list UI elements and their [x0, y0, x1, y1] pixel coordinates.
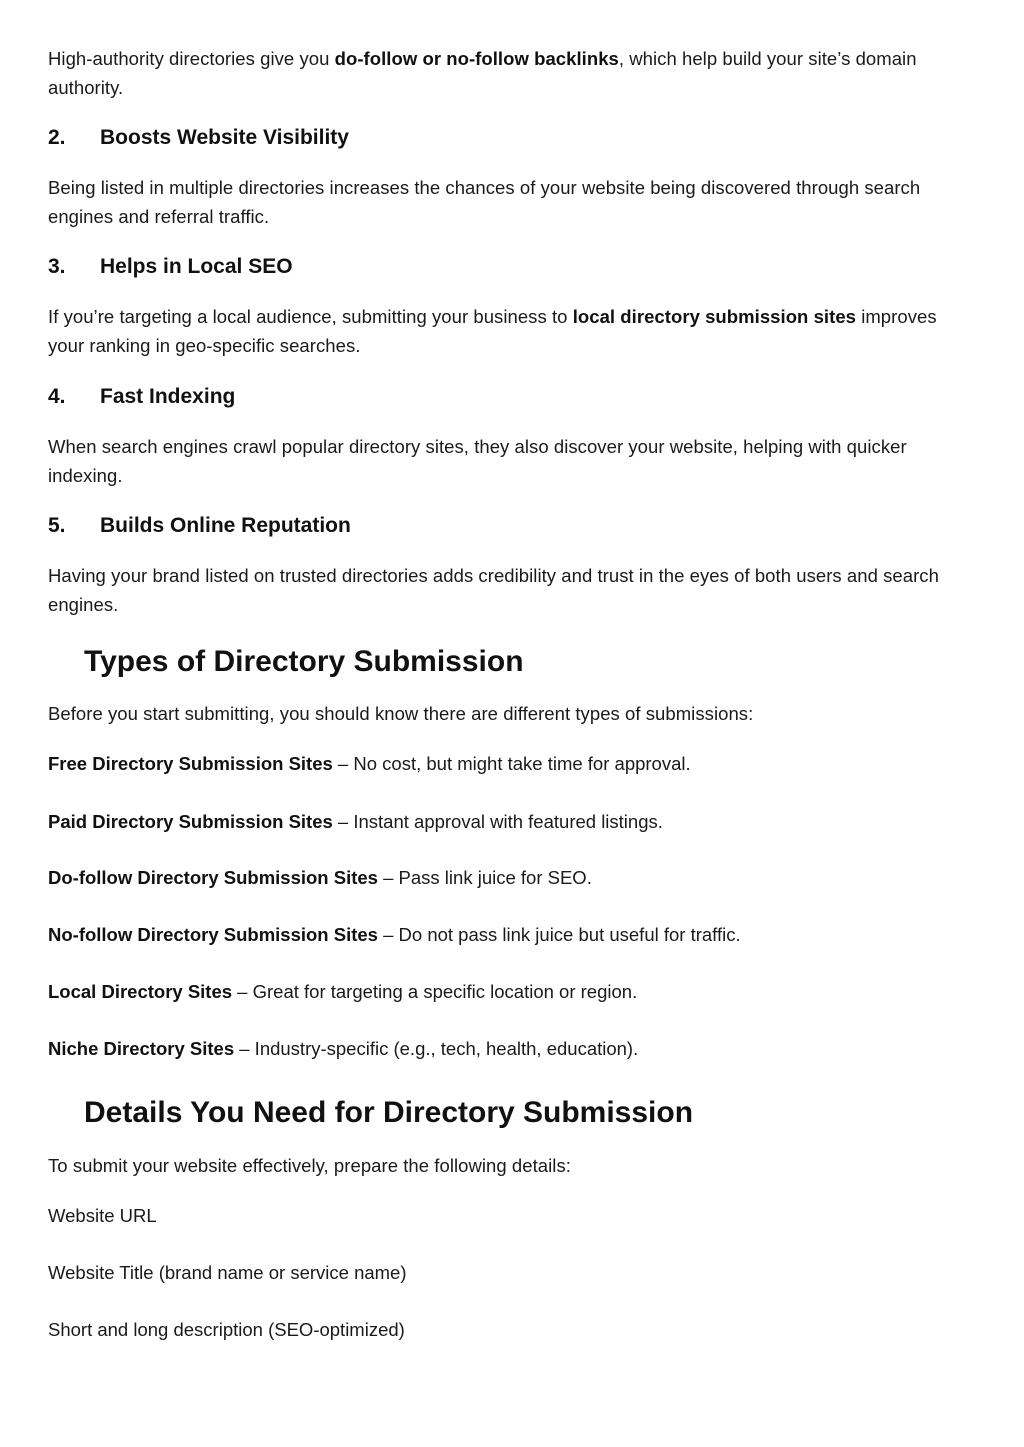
- benefit-heading-4: 4. Fast Indexing: [48, 385, 236, 408]
- backlinks-emphasis: do-follow or no-follow backlinks: [334, 48, 619, 69]
- benefit-heading-3: 3. Helps in Local SEO: [48, 255, 293, 278]
- types-heading: Types of Directory Submission: [84, 645, 524, 678]
- types-intro: Before you start submitting, you should know there are different types of submissions:: [48, 703, 754, 724]
- benefit-heading-2: 2. Boosts Website Visibility: [48, 126, 349, 149]
- type-item-niche: Niche Directory Sites – Industry-specific (e.g., tech, health, education).: [48, 1038, 639, 1059]
- type-item-nofollow: No-follow Directory Submission Sites – Do not pass link juice but useful for traffic.: [48, 924, 741, 945]
- benefit-text-5: Having your brand listed on trusted directories adds credibility and trust in the eyes of both users and search engines.: [48, 565, 939, 615]
- type-item-dofollow: Do-follow Directory Submission Sites – Pass link juice for SEO.: [48, 867, 592, 888]
- benefit-heading-5: 5. Builds Online Reputation: [48, 514, 351, 537]
- type-item-paid: Paid Directory Submission Sites – Instant approval with featured listings.: [48, 811, 663, 832]
- detail-item-url: Website URL: [48, 1205, 157, 1226]
- details-intro: To submit your website effectively, prepare the following details:: [48, 1155, 571, 1176]
- type-item-free: Free Directory Submission Sites – No cost, but might take time for approval.: [48, 753, 691, 774]
- type-item-local: Local Directory Sites – Great for targeting a specific location or region.: [48, 981, 638, 1002]
- intro-paragraph: High-authority directories give you do-follow or no-follow backlinks, which help build your site’s domain authority.: [48, 48, 917, 98]
- details-heading: Details You Need for Directory Submission: [84, 1096, 694, 1129]
- local-sites-emphasis: local directory submission sites: [572, 306, 856, 327]
- benefit-text-2: Being listed in multiple directories increases the chances of your website being discovered through search engines and referral traffic.: [48, 177, 921, 227]
- detail-item-title: Website Title (brand name or service name): [48, 1262, 407, 1283]
- benefit-text-4: When search engines crawl popular directory sites, they also discover your website, helping with quicker indexing.: [48, 436, 907, 486]
- detail-item-description: Short and long description (SEO-optimized): [48, 1319, 405, 1340]
- benefit-text-3: If you’re targeting a local audience, submitting your business to local directory submission sites improves your ranking in geo-specific searches.: [48, 306, 937, 356]
